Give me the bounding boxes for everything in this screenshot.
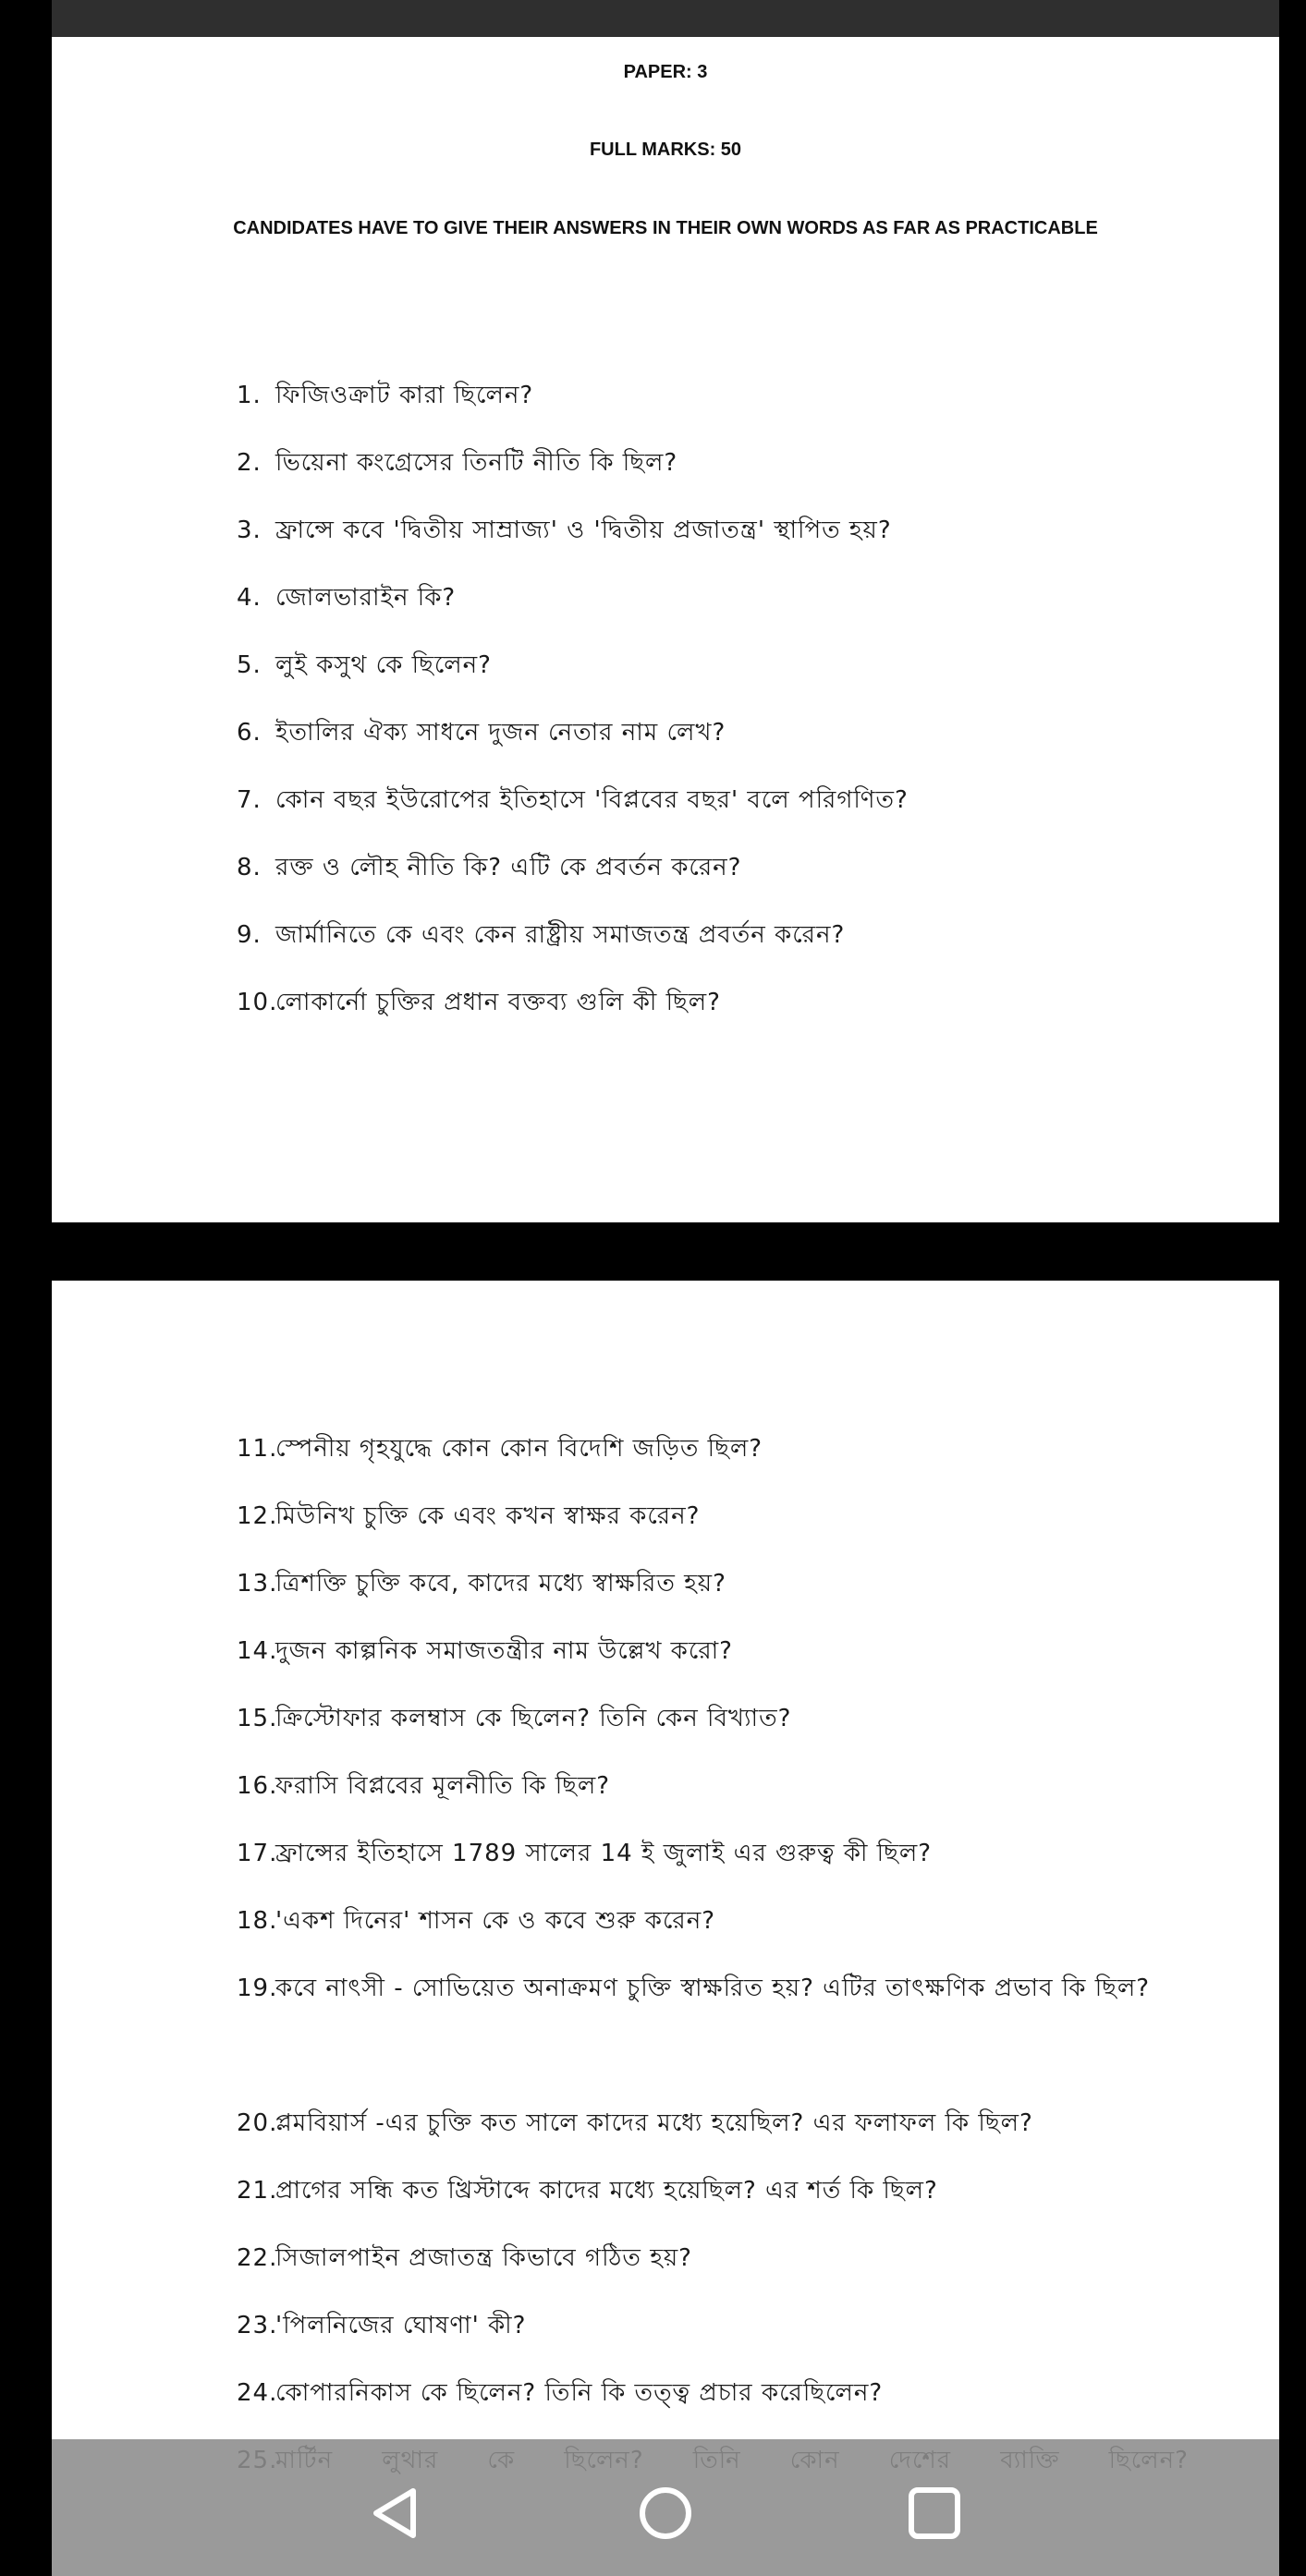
question-text: ক্রিস্টোফার কলম্বাস কে ছিলেন? তিনি কেন বিখ্যাত? [275,1705,792,1732]
question-text: ইতালির ঐক্য সাধনে দুজন নেতার নাম লেখ? [275,719,726,747]
question-number: 13. [237,1570,278,1598]
question-item [237,767,1189,834]
question-item [237,1685,1189,1753]
question-number: 4. [237,584,262,612]
question-number: 17. [237,1840,278,1867]
back-triangle-icon[interactable] [367,2484,426,2543]
question-number: 5. [237,651,262,679]
question-item [237,699,1189,767]
question-number: 11. [237,1435,278,1463]
question-text: ফরাসি বিপ্লবের মূলনীতি কি ছিল? [275,1772,611,1800]
question-item [237,1550,1189,1618]
question-item [237,1416,1189,1483]
question-text: স্পেনীয় গৃহযুদ্ধে কোন কোন বিদেশি জড়িত ছিল? [275,1435,763,1463]
question-number: 21. [237,2177,278,2205]
android-navigation-bar [52,2439,1279,2576]
question-number: 23. [237,2312,278,2339]
question-text: জার্মানিতে কে এবং কেন রাষ্ট্রীয় সমাজতন্ত্র প্রবর্তন করেন? [275,921,846,949]
question-number: 22. [237,2244,278,2272]
question-text: ত্রিশক্তি চুক্তি কবে, কাদের মধ্যে স্বাক্ষরিত হয়? [275,1570,726,1598]
recents-square-icon[interactable] [905,2484,964,2543]
question-item [237,430,1189,497]
question-text: সিজালপাইন প্রজাতন্ত্র কিভাবে গঠিত হয়? [275,2244,692,2272]
question-number: 7. [237,786,262,814]
question-text: ভিয়েনা কংগ্রেসের তিনটি নীতি কি ছিল? [275,449,678,477]
question-item [237,1888,1189,1955]
question-item [237,1820,1189,1888]
question-number: 19. [237,1975,278,2002]
question-number: 15. [237,1705,278,1732]
question-item [237,2225,1189,2292]
question-text: ফ্রান্সে কবে 'দ্বিতীয় সাম্রাজ্য' ও 'দ্বিতীয় প্রজাতন্ত্র' স্থাপিত হয়? [275,516,892,544]
question-text: ফিজিওক্রাট কারা ছিলেন? [275,382,534,409]
home-circle-icon[interactable] [636,2484,695,2543]
full-marks: FULL MARKS: 50 [589,140,742,160]
question-item [237,497,1189,565]
question-number: 16. [237,1772,278,1800]
instructions: CANDIDATES HAVE TO GIVE THEIR ANSWERS IN THEIR OWN WORDS AS FAR AS PRACTICABLE [233,218,1098,238]
question-text: কোন বছর ইউরোপের ইতিহাসে 'বিপ্লবের বছর' বলে পরিগণিত? [275,786,909,814]
question-list-page-2 [237,1416,1189,2495]
question-number: 20. [237,2109,278,2137]
question-number: 3. [237,516,262,544]
question-item [237,362,1189,430]
question-number: 14. [237,1637,278,1665]
question-number: 8. [237,854,262,881]
question-text: মিউনিখ চুক্তি কে এবং কখন স্বাক্ষর করেন? [275,1502,701,1530]
question-number: 6. [237,719,262,747]
question-text: ফ্রান্সের ইতিহাসে 1789 সালের 14 ই জুলাই এর গুরুত্ব কী ছিল? [275,1840,933,1867]
question-text: লুই কসুথ কে ছিলেন? [275,651,492,679]
question-text: দুজন কাল্পনিক সমাজতন্ত্রীর নাম উল্লেখ করো? [275,1637,733,1665]
document-page-1 [52,37,1279,1222]
question-number: 18. [237,1907,278,1935]
question-item [237,834,1189,902]
question-item [237,1618,1189,1685]
document-page-2 [52,1281,1279,2576]
question-item [237,902,1189,969]
question-text: প্লমবিয়ার্স -এর চুক্তি কত সালে কাদের মধ্যে হয়েছিল? এর ফলাফল কি ছিল? [275,2109,1033,2137]
question-text: কবে নাৎসী - সোভিয়েত অনাক্রমণ চুক্তি স্বাক্ষরিত হয়? এটির তাৎক্ষণিক প্রভাব কি ছিল? [275,1975,1151,2002]
question-text: প্রাগের সন্ধি কত খ্রিস্টাব্দে কাদের মধ্যে হয়েছিল? এর শর্ত কি ছিল? [275,2177,938,2205]
question-item [237,1753,1189,1820]
question-item [237,2360,1189,2427]
question-text: কোপারনিকাস কে ছিলেন? তিনি কি তত্ত্ব প্রচার করেছিলেন? [275,2379,884,2407]
question-text: লোকার্নো চুক্তির প্রধান বক্তব্য গুলি কী ছিল? [275,989,721,1016]
paper-number: PAPER: 3 [623,62,708,82]
question-number: 9. [237,921,262,949]
question-item [237,2292,1189,2360]
question-item [237,2157,1189,2225]
question-item [237,632,1189,699]
question-text: জোলভারাইন কি? [275,584,457,612]
question-text: রক্ত ও লৌহ নীতি কি? এটি কে প্রবর্তন করেন? [275,854,742,881]
question-number: 24. [237,2379,278,2407]
question-item [237,1955,1189,2090]
question-number: 2. [237,449,262,477]
question-text: 'একশ দিনের' শাসন কে ও কবে শুরু করেন? [275,1907,716,1935]
question-number: 1. [237,382,262,409]
question-text: 'পিলনিজের ঘোষণা' কী? [275,2312,527,2339]
question-item [237,969,1189,1037]
question-list-page-1 [237,362,1189,1037]
previous-page-edge [52,0,1279,37]
question-number: 12. [237,1502,278,1530]
question-item [237,1483,1189,1550]
question-item [237,2090,1189,2157]
question-number: 10. [237,989,278,1016]
question-item [237,565,1189,632]
